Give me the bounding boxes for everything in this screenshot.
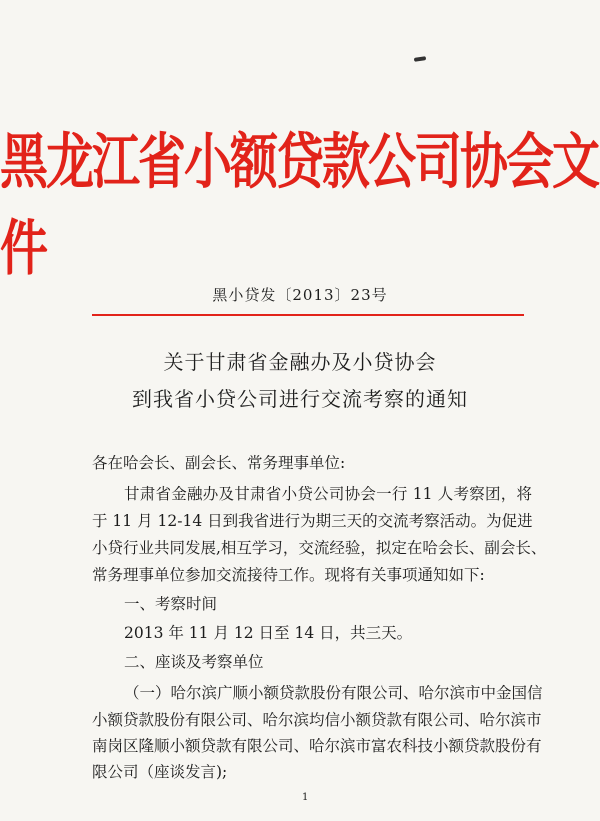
salutation: 各在哈会长、副会长、常务理事单位: [92,454,346,472]
document-number: 黑小贷发〔2013〕23号 [212,286,388,304]
paragraph-line: （一）哈尔滨广顺小额贷款股份有限公司、哈尔滨市中金国信 [124,684,543,702]
paragraph-line: 南岗区隆顺小额贷款有限公司、哈尔滨市富农科技小额贷款股份有 [92,737,542,755]
paragraph-line: 小额贷款股份有限公司、哈尔滨均信小额贷款有限公司、哈尔滨市 [92,711,542,729]
page-number: 1 [302,792,309,803]
section-text: 2013 年 11 月 12 日至 14 日，共三天。 [124,624,413,642]
paragraph-line: 常务理事单位参加交流接待工作。现将有关事项通知如下: [92,566,485,584]
org-title: 黑龙江省小额贷款公司协会文件 [0,127,599,284]
section-heading: 二、座谈及考察单位 [124,653,264,671]
red-divider-line [92,314,524,316]
notice-title-line1: 关于甘肃省金融办及小贷协会 [163,350,437,374]
paragraph-line: 于 11 月 12-14 日到我省进行为期三天的交流考察活动。为促进 [92,512,533,530]
paragraph-line: 小贷行业共同发展,相互学习，交流经验，拟定在哈会长、副会长、 [92,539,547,557]
document-header [0,127,600,284]
paragraph-line: 限公司（座谈发言); [92,763,228,781]
section-heading: 一、考察时间 [124,595,218,613]
paragraph-line: 甘肃省金融办及甘肃省小贷公司协会一行 11 人考察团，将 [124,485,532,503]
scan-speck [414,56,426,62]
notice-title-line2: 到我省小贷公司进行交流考察的通知 [132,387,468,411]
